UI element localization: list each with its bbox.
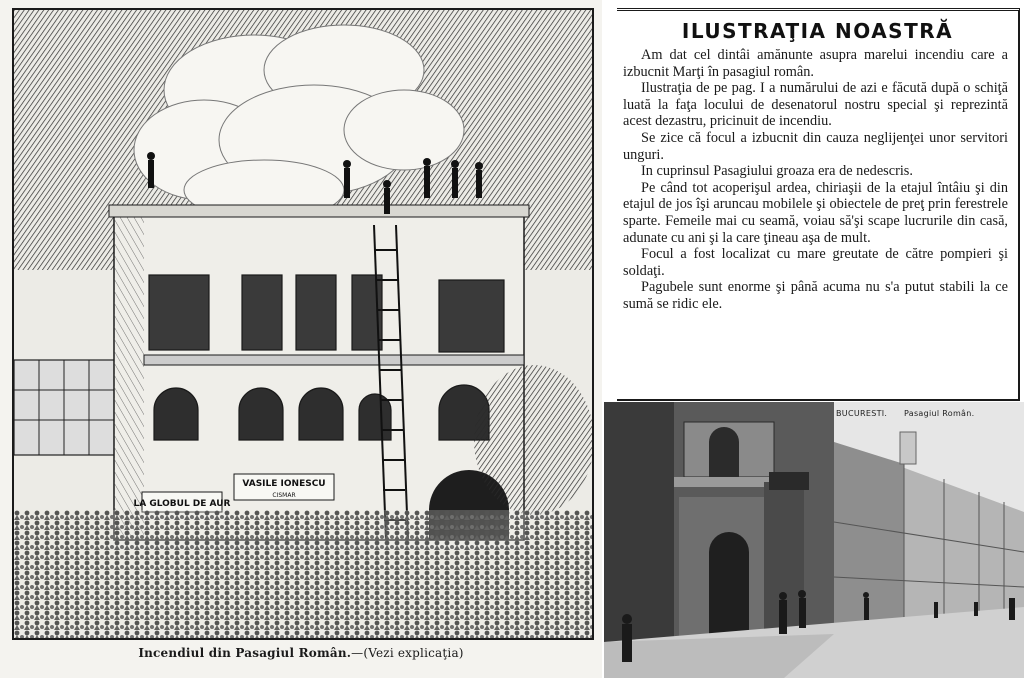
article-paragraph: Pagubele sunt enorme şi până acuma nu s'a putut stabili la ce sumă se ridic ele. xyxy=(623,279,1008,312)
roof-cornice xyxy=(109,205,529,217)
shop-sign-left-text: LA GLOBUL DE AUR xyxy=(133,499,231,509)
street-photo xyxy=(604,402,1024,678)
article-paragraph: Ilustraţia de pe pag. I a numărului de azi e făcută după o schiţă luată la faţa locului de desenatorul nostru special şi reprezintă acest dezastru, pricinuit de incendiu. xyxy=(623,80,1008,130)
floor-cornice xyxy=(144,355,524,365)
dome-tower xyxy=(900,432,916,464)
article-panel xyxy=(605,0,1024,400)
photo-place-label: Pasagiul Român. xyxy=(904,409,975,418)
article-paragraph: In cuprinsul Pasagiului groaza era de nedescris. xyxy=(641,163,913,180)
article-title: ILUSTRAŢIA NOASTRĂ xyxy=(681,19,954,43)
article-box xyxy=(617,8,1020,401)
article-body xyxy=(617,47,1018,313)
article-paragraph: Pe când tot acoperişul ardea, chiriaşii de la etajul întâiu şi din etajul de jos îşi aruncau mobilele şi obiectele de preţ prin ferestrele sparte. Femeile mai cu seamă, voiau să'şi scape lucrurile din casă, adunate cu ani şi la care ţineau aşa de mult. xyxy=(623,179,1008,246)
upper-windows xyxy=(149,275,504,352)
facade-pilaster xyxy=(114,210,144,540)
photo-city-label: BUCURESTI. xyxy=(836,409,888,418)
engraving-illustration xyxy=(12,8,594,640)
article-paragraph: Am dat cel dintâi amănunte asupra marelui incendiu care a izbucnit Marţi în pasagiul român. xyxy=(623,47,1008,80)
caption-note: —(Vezi explicaţia) xyxy=(351,646,464,660)
engraving-drawing xyxy=(14,10,592,638)
shop-sign-center-trade: CISMAR xyxy=(272,492,296,499)
shop-sign-center-name: VASILE IONESCU xyxy=(242,479,326,489)
street-photo-drawing xyxy=(604,402,1024,678)
side-building xyxy=(14,360,119,455)
article-paragraph: Focul a fost localizat cu mare greutate de către pompieri şi soldaţi. xyxy=(623,246,1008,279)
tree xyxy=(474,365,592,515)
caption-main: Incendiul din Pasagiul Român. xyxy=(138,646,352,660)
article-paragraph: Se zice că focul a izbucnit din cauza neglijenţei unor servitori unguri. xyxy=(623,129,1008,163)
entrance-arch xyxy=(709,532,749,637)
engraving-caption xyxy=(0,646,602,660)
